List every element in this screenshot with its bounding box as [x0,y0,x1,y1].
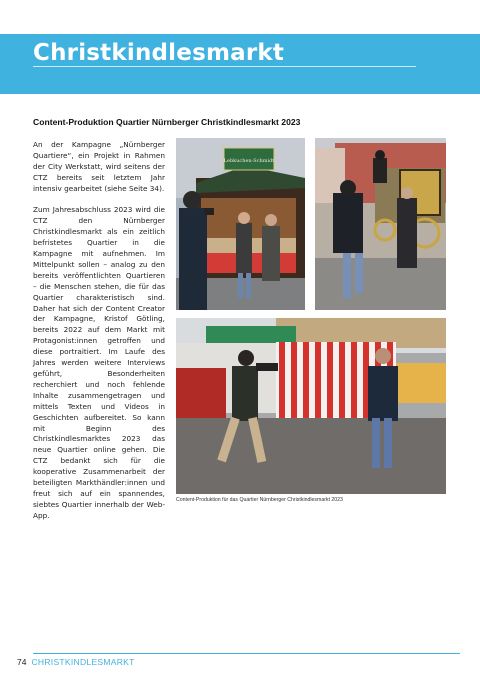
article-paragraph-2: Zum Jahresabschluss 2023 wird die CTZ den Nürnberger Christkindlesmarkt als ein zeitlich befristetes Quartier in die Kampagne mit aufnehmen. Im Mittelpunkt sollen – analog zu den bereits veröffentlichten Quartieren – die Menschen stehen, die für das Quartier charakteristisch sind. Daher hat sich der Content Creator der Kampagne, Kristof Götling, bereits 2022 auf dem Markt mit Protagonist:innen getroffen und diese portraitiert. Im Laufe des Jahres werden weitere Interviews geführt, Besonderheiten recherchiert und noch fehlende Inhalte zusammengetragen und mittels Texten und Videos in Geschichten aufbereitet. So kann mit Beginn des Christkindlesmarktes 2023 das neue Quartier online gehen. Die CTZ bedankt sich für die kooperative Zusammenarbeit der beteiligten Markthändler:innen und freut sich auf ein spannendes, siebtes Quartier innerhalb der Web-App. [33,205,165,520]
photo-market-stall [176,138,305,310]
footer-section-name: CHRISTKINDLESMARKT [31,657,135,667]
footer-divider [33,653,460,654]
banner-divider [33,66,416,67]
article-body [33,140,165,533]
page-footer [17,657,135,667]
photo-horse-carriage [315,138,446,310]
photo-horse-carriage-image [315,138,446,310]
photo-caption: Content-Produktion für das Quartier Nürnberger Christkindlesmarkt 2023 [176,497,343,503]
photo-striped-stall [176,318,446,494]
stall-sign-text: Lebkuchen-Schmidt [223,158,275,164]
page-number: 74 [17,657,27,667]
photo-striped-stall-image [176,318,446,494]
photo-market-stall-image [176,138,305,310]
article-paragraph-1: An der Kampagne „Nürnberger Quartiere“, ein Projekt in Rahmen der City Werkstatt, wird seitens der CTZ bereits seit letztem Jahr intensiv gearbeitet (siehe Seite 34). [33,140,165,193]
title-banner [0,34,480,94]
page-title: Christkindlesmarkt [33,40,285,66]
article-heading: Content-Produktion Quartier Nürnberger Christkindlesmarkt 2023 [33,117,301,127]
